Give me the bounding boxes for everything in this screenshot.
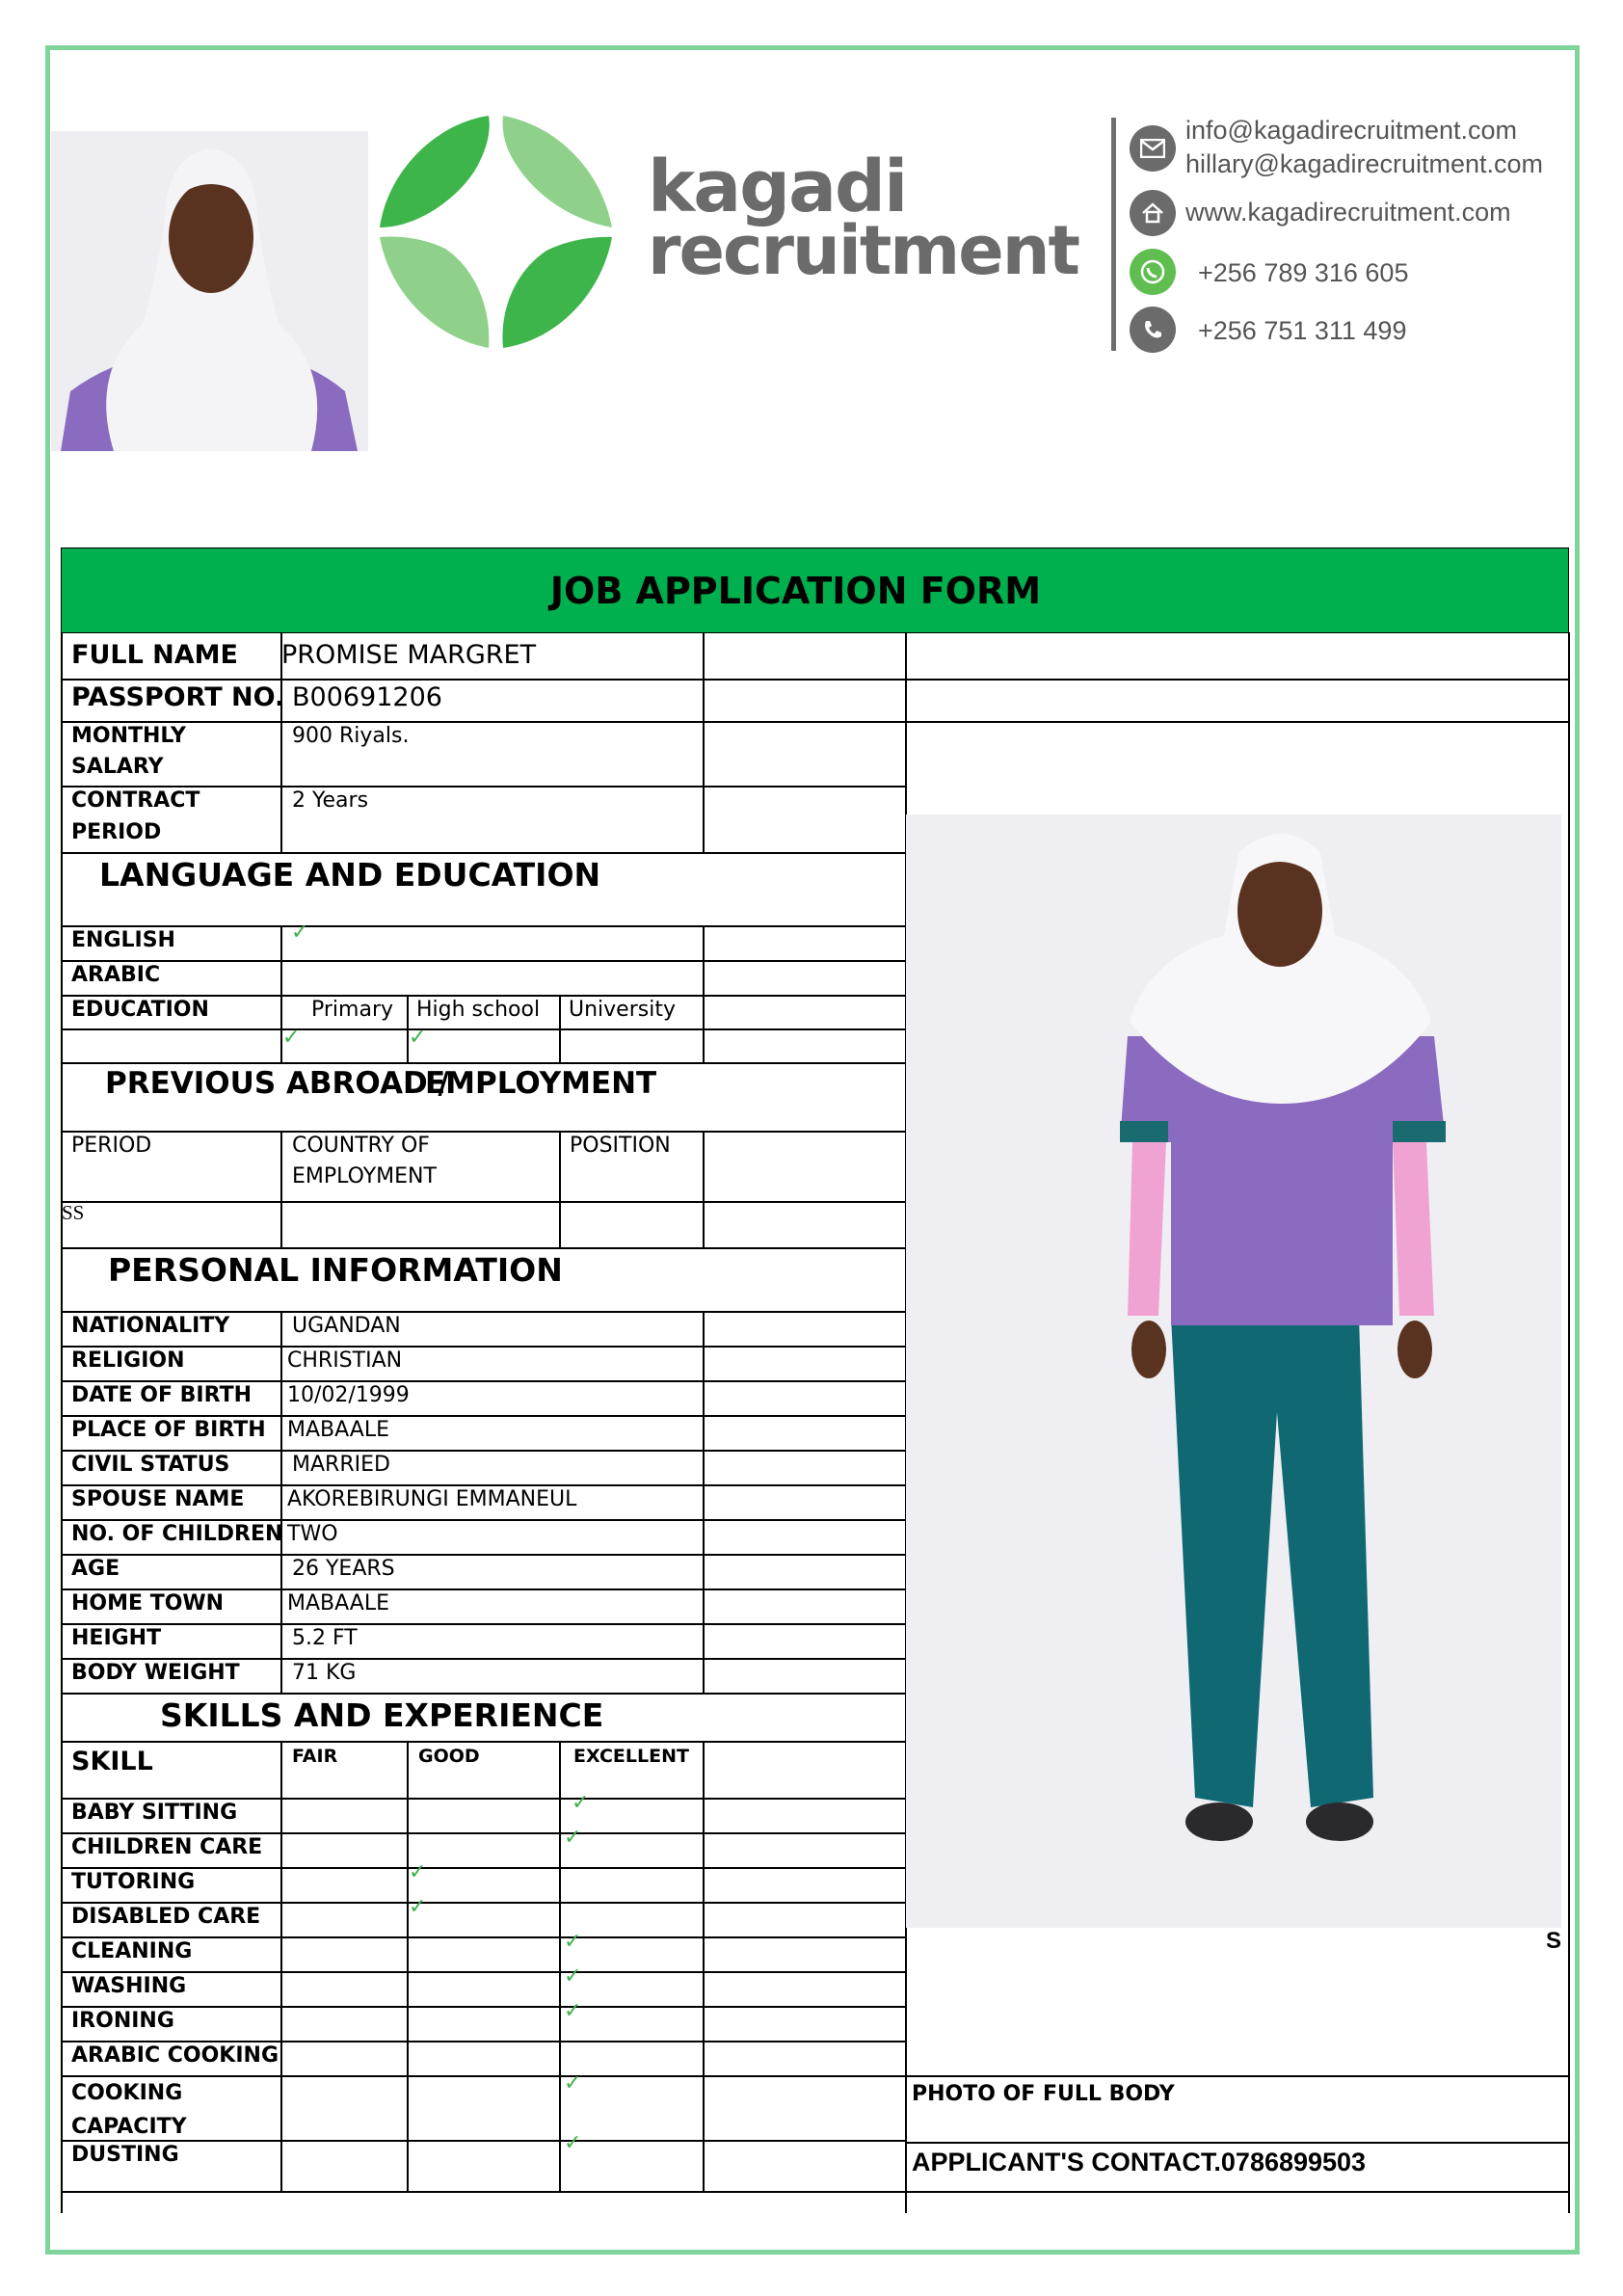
col-line [407, 1741, 409, 2192]
skills-col-fair: FAIR [292, 1746, 338, 1767]
col-line [703, 632, 705, 853]
col-line [280, 1311, 282, 1693]
skill-check-icon: ✓ [564, 1826, 582, 1850]
full-body-photo [906, 814, 1561, 1928]
row-line [61, 925, 906, 927]
edu-high-check-icon: ✓ [409, 1026, 427, 1050]
personal-value: MABAALE [287, 1418, 389, 1442]
stray-s-text: S [1546, 1928, 1562, 1954]
edu-primary: Primary [311, 998, 394, 1022]
passport-value: B00691206 [292, 682, 442, 712]
row-line [61, 1450, 906, 1452]
passport-label: PASSPORT NO. [71, 682, 285, 712]
row-line [61, 1346, 906, 1348]
row-line [61, 1380, 906, 1382]
form-title-bar [61, 547, 1569, 633]
col-line [703, 1311, 705, 1693]
row-line [61, 1867, 906, 1869]
personal-value: 10/02/1999 [287, 1383, 410, 1407]
abroad-heading-1: PREVIOUS ABROAD / [105, 1066, 449, 1101]
skill-label: ARABIC COOKING [71, 2043, 279, 2068]
row-line [61, 2191, 1569, 2193]
skill-check-icon: ✓ [564, 1964, 582, 1989]
full-name-label: FULL NAME [71, 640, 238, 670]
applicant-contact: APPLICANT'S CONTACT.0786899503 [912, 2148, 1367, 2176]
personal-label: HOME TOWN [71, 1591, 225, 1615]
row-line [61, 679, 1569, 681]
passport-photo [51, 131, 368, 451]
row-line [61, 1693, 906, 1695]
personal-label: DATE OF BIRTH [71, 1383, 252, 1407]
company-name-line1: kagadi [648, 146, 907, 228]
edu-university: University [569, 998, 676, 1022]
col-line [280, 1741, 282, 2192]
row-line [61, 2140, 906, 2142]
row-line [61, 1658, 906, 1660]
skill-label: BABY SITTING [71, 1801, 238, 1825]
email-icon [1130, 125, 1176, 172]
skill-check-icon: ✓ [564, 1930, 582, 1954]
personal-value: UGANDAN [292, 1314, 401, 1338]
contract-value: 2 Years [292, 788, 369, 813]
contact-whatsapp[interactable]: +256 789 316 605 [1198, 258, 1409, 287]
skill-check-icon: ✓ [564, 2131, 582, 2155]
row-line [61, 1589, 906, 1590]
col-line [559, 1741, 561, 2192]
row-line [905, 2142, 1569, 2144]
personal-value: 26 YEARS [292, 1557, 395, 1581]
abroad-heading-2: EMPLOYMENT [425, 1066, 657, 1101]
row-line [61, 2006, 906, 2008]
personal-value: CHRISTIAN [287, 1348, 403, 1373]
table-border-right [1568, 632, 1570, 2213]
personal-value: AKOREBIRUNGI EMMANEUL [287, 1487, 577, 1511]
col-line [559, 1131, 561, 1247]
personal-value: MABAALE [287, 1591, 389, 1615]
contact-email-2[interactable]: hillary@kagadirecruitment.com [1185, 149, 1544, 178]
row-line [61, 1201, 906, 1203]
skills-col-skill: SKILL [71, 1747, 153, 1776]
skill-label: TUTORING [71, 1870, 196, 1894]
whatsapp-icon [1130, 249, 1176, 295]
row-line [61, 1902, 906, 1904]
row-line [61, 1131, 906, 1133]
personal-label: AGE [71, 1557, 120, 1581]
row-line [61, 852, 906, 854]
company-name-line2: recruitment [648, 211, 1079, 291]
personal-value: MARRIED [292, 1453, 390, 1477]
row-line [61, 1798, 906, 1800]
abroad-col-country-1: COUNTRY OF [292, 1134, 430, 1158]
row-line [61, 1311, 906, 1313]
personal-label: RELIGION [71, 1348, 185, 1373]
skill-check-icon: ✓ [572, 1791, 590, 1815]
personal-label: HEIGHT [71, 1626, 162, 1650]
edu-primary-check-icon: ✓ [282, 1026, 301, 1050]
skill-check-icon: ✓ [409, 1895, 427, 1919]
skills-col-excellent: EXCELLENT [573, 1746, 689, 1767]
contact-divider [1111, 118, 1116, 351]
row-line [61, 1415, 906, 1417]
personal-value: TWO [287, 1522, 338, 1546]
row-line [61, 2075, 1569, 2077]
row-line [61, 1832, 906, 1834]
row-line [61, 1519, 906, 1521]
personal-label: NO. OF CHILDREN [71, 1522, 283, 1546]
contact-phone[interactable]: +256 751 311 499 [1198, 316, 1407, 345]
contact-email-1[interactable]: info@kagadirecruitment.com [1185, 116, 1518, 145]
col-line [703, 925, 705, 1063]
personal-label: SPOUSE NAME [71, 1487, 245, 1511]
english-label: ENGLISH [71, 928, 175, 952]
personal-heading: PERSONAL INFORMATION [108, 1251, 563, 1289]
row-line [61, 1028, 906, 1030]
row-line [61, 1247, 906, 1249]
col-line [703, 1131, 705, 1247]
row-line [61, 786, 906, 788]
full-name-value: PROMISE MARGRET [281, 640, 537, 670]
col-line [280, 1131, 282, 1247]
row-line [61, 1062, 906, 1064]
personal-value: 71 KG [292, 1661, 357, 1685]
contact-website[interactable]: www.kagadirecruitment.com [1185, 198, 1511, 227]
row-line [61, 1554, 906, 1556]
contract-label-2: PERIOD [71, 820, 162, 844]
skill-label: WASHING [71, 1974, 187, 1998]
skill-check-icon: ✓ [409, 1860, 427, 1884]
contract-label-1: CONTRACT [71, 788, 200, 813]
row-line [61, 1936, 906, 1938]
col-line [703, 1741, 705, 2192]
skills-col-good: GOOD [418, 1746, 480, 1767]
personal-label: NATIONALITY [71, 1314, 230, 1338]
personal-label: PLACE OF BIRTH [71, 1418, 266, 1442]
language-heading: LANGUAGE AND EDUCATION [99, 856, 601, 894]
education-label: EDUCATION [71, 998, 209, 1022]
company-name [648, 146, 1079, 291]
edu-high-school: High school [416, 998, 541, 1022]
salary-label-1: MONTHLY [71, 724, 186, 748]
row-line [61, 2041, 906, 2042]
row-line [61, 960, 906, 962]
skill-label: IRONING [71, 2009, 174, 2033]
skill-label: DUSTING [71, 2143, 179, 2167]
col-line [559, 995, 561, 1063]
row-line [61, 995, 906, 997]
photo-full-body-label: PHOTO OF FULL BODY [912, 2082, 1175, 2106]
form-title: JOB APPLICATION FORM [549, 569, 1042, 612]
salary-label-2: SALARY [71, 755, 164, 779]
skills-heading: SKILLS AND EXPERIENCE [160, 1696, 604, 1734]
phone-icon [1130, 307, 1176, 353]
skill-label: CLEANING [71, 1939, 193, 1963]
row-line [61, 721, 1569, 723]
row-line [61, 1741, 906, 1743]
skill-label: CAPACITY [71, 2115, 187, 2139]
skill-label: CHILDREN CARE [71, 1835, 263, 1859]
salary-value: 900 Riyals. [292, 724, 410, 748]
arabic-label: ARABIC [71, 963, 161, 987]
abroad-stray-text: SS [62, 1201, 85, 1224]
skill-check-icon: ✓ [564, 1999, 582, 2023]
abroad-col-position: POSITION [570, 1134, 671, 1158]
row-line [61, 1971, 906, 1973]
table-border-left [61, 632, 63, 2213]
row-line [61, 1623, 906, 1625]
skill-label: DISABLED CARE [71, 1905, 261, 1929]
skill-check-icon: ✓ [564, 2071, 582, 2096]
row-line [61, 1484, 906, 1486]
home-icon [1130, 190, 1176, 236]
abroad-col-period: PERIOD [71, 1134, 152, 1158]
personal-label: BODY WEIGHT [71, 1661, 240, 1685]
abroad-col-country-2: EMPLOYMENT [292, 1164, 437, 1188]
personal-value: 5.2 FT [292, 1626, 358, 1650]
skill-label: COOKING [71, 2081, 183, 2105]
english-check-icon: ✓ [291, 921, 309, 945]
company-logo-icon [378, 114, 614, 350]
personal-label: CIVIL STATUS [71, 1453, 230, 1477]
